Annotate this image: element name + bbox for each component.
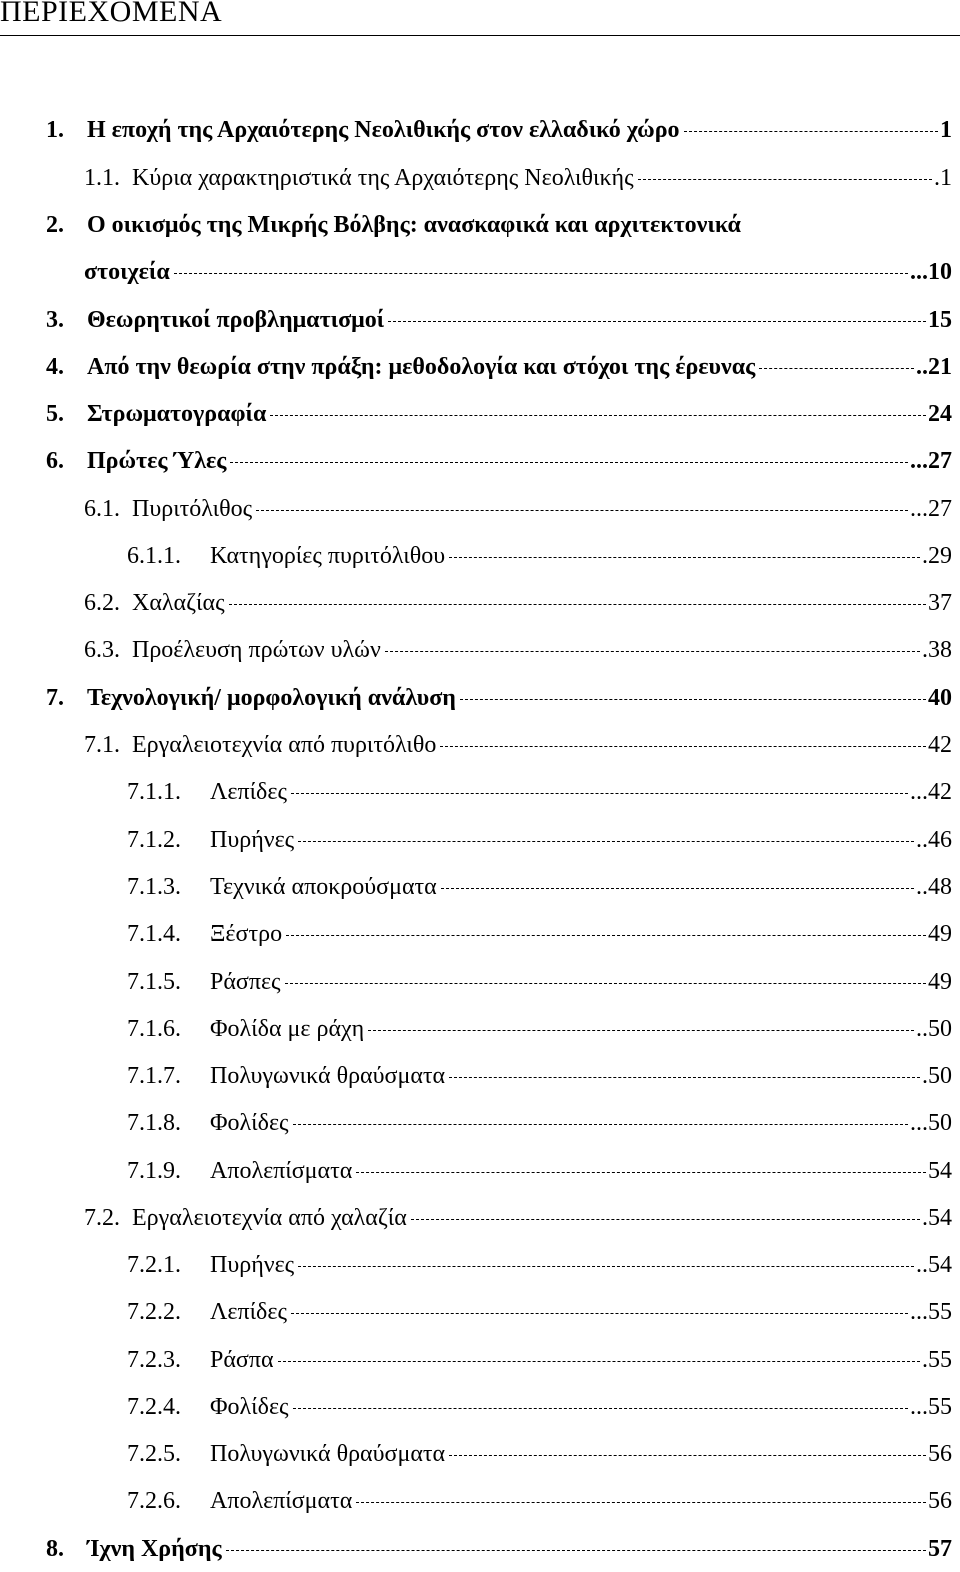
toc-leader-dots — [411, 1202, 920, 1222]
toc-leader-dots — [286, 918, 926, 938]
toc-entry-page-number: ...27 — [910, 496, 952, 522]
toc-leader-dots — [285, 966, 926, 986]
toc-leader-dots — [460, 682, 926, 702]
toc-entry-title: στοιχεία — [84, 259, 170, 285]
toc-leader-dots — [230, 445, 908, 465]
toc-entry-title: Πολυγωνικά θραύσματα — [210, 1441, 446, 1467]
toc-entry[interactable] — [0, 1340, 952, 1380]
toc-entry-page-number: .1 — [934, 165, 952, 191]
toc-entry-title: Τεχνολογική/ μορφολογική ανάλυση — [87, 685, 456, 711]
toc-leader-dots — [278, 1344, 920, 1364]
toc-leader-dots — [174, 256, 908, 276]
toc-entry-title: Εργαλειοτεχνία από χαλαζία — [132, 1205, 407, 1231]
toc-entry[interactable] — [0, 1481, 952, 1521]
toc-entry[interactable] — [0, 441, 952, 481]
toc-entry-page-number: .38 — [922, 637, 952, 663]
toc-entry-number: 5. — [46, 401, 64, 427]
toc-entry-title: Εργαλειοτεχνία από πυριτόλιθο — [132, 732, 437, 758]
toc-entry-number: 7.2.1. — [127, 1252, 181, 1278]
toc-entry-number: 3. — [46, 307, 64, 333]
toc-entry-title: Η εποχή της Αρχαιότερης Νεολιθικής στον ελλαδικό χώρο — [87, 117, 680, 143]
toc-entry-number: 7.2.2. — [127, 1299, 181, 1325]
toc-entry[interactable] — [0, 630, 952, 670]
title-underline — [0, 35, 960, 36]
toc-leader-dots — [449, 1060, 920, 1080]
toc-entry[interactable] — [0, 300, 952, 340]
toc-entry-number: 1. — [46, 117, 64, 143]
toc-entry-number: 7.1.6. — [127, 1016, 181, 1042]
toc-entry-title: Ράσπες — [210, 969, 281, 995]
toc-entry-title: Φολίδα με ράχη — [210, 1016, 365, 1042]
toc-entry-page-number: 54 — [928, 1158, 952, 1184]
toc-leader-dots — [440, 729, 926, 749]
toc-entry[interactable] — [0, 347, 952, 387]
toc-leader-dots — [293, 1107, 908, 1127]
toc-entry-title: Ίχνη Χρήσης — [87, 1536, 222, 1562]
toc-entry-number: 7.1.8. — [127, 1110, 181, 1136]
toc-leader-dots — [298, 824, 914, 844]
toc-leader-dots — [449, 1438, 926, 1458]
toc-entry-number: 4. — [46, 354, 64, 380]
toc-entry-page-number: 49 — [928, 969, 952, 995]
toc-entry[interactable] — [0, 1245, 952, 1285]
toc-leader-dots — [441, 871, 914, 891]
toc-leader-dots — [229, 587, 926, 607]
toc-entry-number: 6.1.1. — [127, 543, 181, 569]
toc-entry-title: Τεχνικά αποκρούσματα — [210, 874, 437, 900]
toc-entry-number: 6. — [46, 448, 64, 474]
toc-entry-title: Κύρια χαρακτηριστικά της Αρχαιότερης Νεολιθικής — [132, 165, 634, 191]
toc-entry-title: Ο οικισμός της Μικρής Βόλβης: ανασκαφικά και αρχιτεκτονικά — [87, 212, 741, 238]
toc-entry[interactable] — [0, 1103, 952, 1143]
toc-leader-dots — [449, 540, 920, 560]
toc-entry-number: 7.1.3. — [127, 874, 181, 900]
toc-entry-page-number: ...55 — [910, 1394, 952, 1420]
toc-entry[interactable] — [0, 867, 952, 907]
toc-entry-title: Λεπίδες — [210, 779, 287, 805]
toc-entry[interactable] — [0, 1387, 952, 1427]
toc-entry[interactable] — [0, 1198, 952, 1238]
toc-leader-dots — [385, 634, 920, 654]
toc-entry-number: 7.1.4. — [127, 921, 181, 947]
toc-entry[interactable] — [0, 1292, 952, 1332]
toc-entry-title: Απολεπίσματα — [210, 1488, 353, 1514]
toc-leader-dots — [298, 1249, 914, 1269]
toc-leader-dots — [368, 1013, 914, 1033]
toc-entry-page-number: ..50 — [916, 1016, 952, 1042]
toc-entry-page-number: 56 — [928, 1441, 952, 1467]
toc-entry-number: 7.1.9. — [127, 1158, 181, 1184]
toc-leader-dots — [684, 114, 938, 134]
toc-entry[interactable] — [0, 1434, 952, 1474]
toc-entry-page-number: .50 — [922, 1063, 952, 1089]
toc-entry-page-number: 40 — [928, 685, 952, 711]
toc-entry-page-number: 57 — [928, 1536, 952, 1562]
toc-entry-page-number: ..48 — [916, 874, 952, 900]
toc-leader-dots — [356, 1485, 926, 1505]
toc-entry-page-number: 49 — [928, 921, 952, 947]
toc-entry-number: 7. — [46, 685, 64, 711]
toc-entry[interactable] — [0, 914, 952, 954]
toc-entry[interactable] — [0, 536, 952, 576]
toc-entry-title: Προέλευση πρώτων υλών — [132, 637, 381, 663]
page-title: ΠΕΡΙΕΧΟΜΕΝΑ — [0, 0, 223, 28]
toc-entry-title: Φολίδες — [210, 1394, 289, 1420]
toc-entry-page-number: 56 — [928, 1488, 952, 1514]
toc-entry-number: 7.1.7. — [127, 1063, 181, 1089]
toc-leader-dots — [356, 1155, 926, 1175]
toc-entry-title: Πυριτόλιθος — [132, 496, 253, 522]
toc-entry[interactable] — [0, 962, 952, 1002]
toc-entry-title: Πυρήνες — [210, 827, 295, 853]
toc-entry-title: Φολίδες — [210, 1110, 289, 1136]
toc-entry[interactable] — [0, 489, 952, 529]
toc-entry[interactable] — [0, 678, 952, 718]
toc-entry-number: 2. — [46, 212, 64, 238]
toc-leader-dots — [291, 1296, 908, 1316]
toc-leader-dots — [293, 1391, 908, 1411]
toc-entry-title: Χαλαζίας — [132, 590, 225, 616]
toc-entry-page-number: 1 — [940, 117, 952, 143]
toc-entry-page-number: ...50 — [910, 1110, 952, 1136]
toc-entry-number: 6.3. — [84, 637, 120, 663]
toc-entry-number: 7.2.5. — [127, 1441, 181, 1467]
toc-leader-dots — [291, 776, 908, 796]
toc-leader-dots — [759, 351, 914, 371]
toc-entry[interactable] — [0, 725, 952, 765]
toc-entry-page-number: 37 — [928, 590, 952, 616]
toc-entry-title: Λεπίδες — [210, 1299, 287, 1325]
toc-entry-page-number: 15 — [928, 307, 952, 333]
toc-entry-number: 7.1.1. — [127, 779, 181, 805]
toc-entry-number: 7.2. — [84, 1205, 120, 1231]
toc-entry-title: Ράσπα — [210, 1347, 274, 1373]
toc-entry-title: Στρωματογραφία — [87, 401, 267, 427]
toc-entry-title: Από την θεωρία στην πράξη: μεθοδολογία και στόχοι της έρευνας — [87, 354, 756, 380]
toc-leader-dots — [226, 1533, 926, 1553]
toc-entry-number: 1.1. — [84, 165, 120, 191]
toc-leader-dots — [388, 304, 926, 324]
toc-entry-number: 8. — [46, 1536, 64, 1562]
toc-entry-number: 7.2.4. — [127, 1394, 181, 1420]
toc-entry[interactable] — [0, 583, 952, 623]
toc-entry-page-number: 42 — [928, 732, 952, 758]
toc-entry-title: Πυρήνες — [210, 1252, 295, 1278]
toc-entry-page-number: ..21 — [916, 354, 952, 380]
toc-entry[interactable] — [0, 1056, 952, 1096]
toc-entry[interactable] — [0, 158, 952, 198]
toc-leader-dots — [270, 398, 926, 418]
toc-entry[interactable] — [0, 1151, 952, 1191]
toc-entry[interactable] — [0, 252, 952, 292]
toc-entry-number: 7.2.6. — [127, 1488, 181, 1514]
toc-entry-title: Θεωρητικοί προβληματισμοί — [87, 307, 385, 333]
toc-entry-title: Ξέστρο — [210, 921, 283, 947]
toc-entry-number: 6.1. — [84, 496, 120, 522]
toc-entry-number: 6.2. — [84, 590, 120, 616]
toc-entry-number: 7.2.3. — [127, 1347, 181, 1373]
toc-entry[interactable] — [0, 1529, 952, 1569]
toc-entry[interactable] — [0, 205, 952, 245]
toc-entry-page-number: ...10 — [910, 259, 952, 285]
toc-entry-number: 7.1. — [84, 732, 120, 758]
toc-entry-title: Πολυγωνικά θραύσματα — [210, 1063, 446, 1089]
toc-entry[interactable] — [0, 1009, 952, 1049]
toc-entry-number: 7.1.5. — [127, 969, 181, 995]
toc-entry-page-number: ..46 — [916, 827, 952, 853]
toc-entry-page-number: .54 — [922, 1205, 952, 1231]
toc-entry-page-number: ..54 — [916, 1252, 952, 1278]
toc-entry-title: Κατηγορίες πυριτόλιθου — [210, 543, 446, 569]
toc-entry-title: Πρώτες Ύλες — [87, 448, 227, 474]
toc-entry[interactable] — [0, 110, 952, 150]
toc-entry-page-number: ...55 — [910, 1299, 952, 1325]
toc-entry[interactable] — [0, 820, 952, 860]
toc-entry-page-number: 24 — [928, 401, 952, 427]
toc-entry[interactable] — [0, 772, 952, 812]
toc-entry[interactable] — [0, 394, 952, 434]
toc-entry-page-number: ...42 — [910, 779, 952, 805]
toc-leader-dots — [256, 493, 908, 513]
toc-entry-title: Απολεπίσματα — [210, 1158, 353, 1184]
toc-entry-page-number: .29 — [922, 543, 952, 569]
toc-entry-page-number: ...27 — [910, 448, 952, 474]
toc-entry-number: 7.1.2. — [127, 827, 181, 853]
toc-entry-page-number: .55 — [922, 1347, 952, 1373]
toc-leader-dots — [638, 162, 932, 182]
